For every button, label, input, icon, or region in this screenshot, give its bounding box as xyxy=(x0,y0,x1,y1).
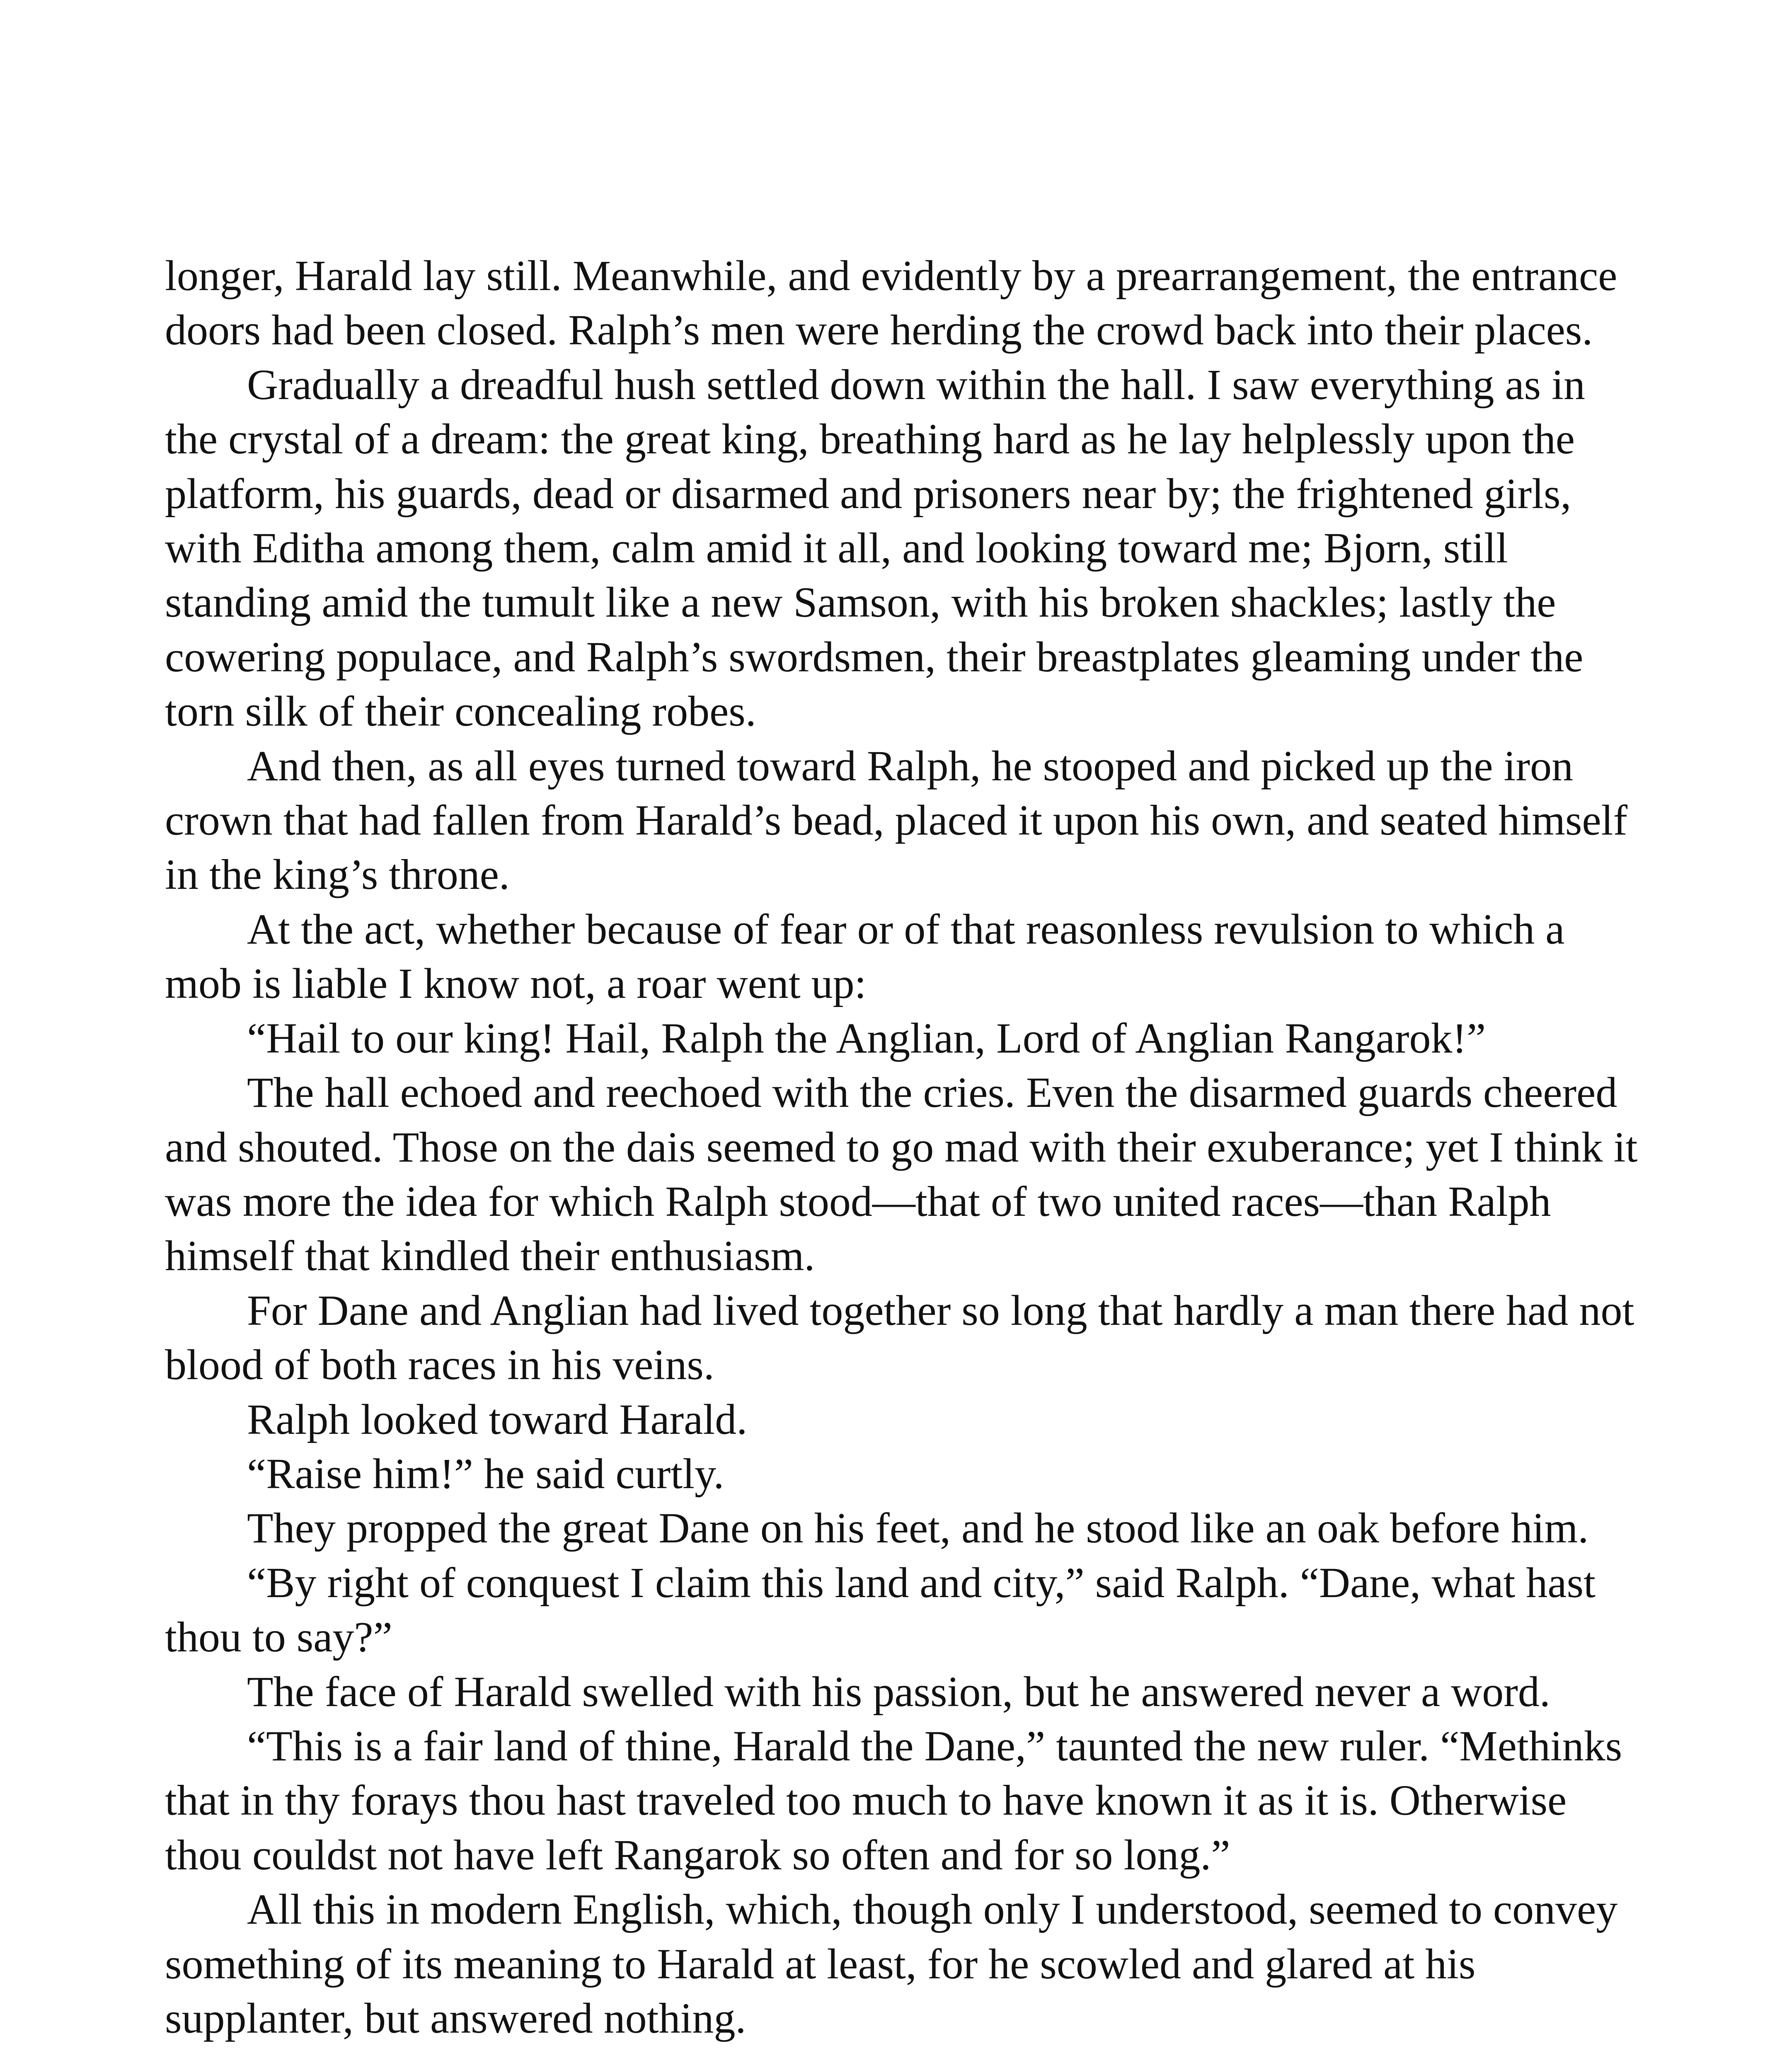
paragraph: All this in modern English, which, though only I understood, seemed to convey something of its meaning to Harald at least, for he scowled and glared at his supplanter, but answered nothing. xyxy=(165,1886,1618,2042)
paragraph: “By right of conquest I claim this land and city,” said Ralph. “Dane, what hast thou to say?” xyxy=(165,1559,1596,1661)
paragraph: At the act, whether because of fear or of that reasonless revulsion to which a mob is liable I know not, a roar went up: xyxy=(165,905,1565,1008)
paragraph: “Raise him!” he said curtly. xyxy=(247,1450,724,1498)
paragraph: Gradually a dreadful hush settled down within the hall. I saw everything as in the crystal of a dream: the great king, breathing hard as he lay helplessly upon the platform, his guards, dead or disarmed and prisoners near by; the frightened girls, with Editha among them, calm amid it all, and looking toward me; Bjorn, still standing amid the tumult like a new Samson, with his broken shackles; lastly the cowering populace, and Ralph’s swordsmen, their breastplates gleaming under the torn silk of their concealing robes. xyxy=(165,361,1585,736)
paragraph: For Dane and Anglian had lived together so long that hardly a man there had not blood of both races in his veins. xyxy=(165,1286,1634,1389)
body-text xyxy=(165,249,1640,2045)
paragraph: The hall echoed and reechoed with the cries. Even the disarmed guards cheered and shouted. Those on the dais seemed to go mad with their exuberance; yet I think it was more the idea for which Ralph stood—that of two united races—than Ralph himself that kindled their enthusiasm. xyxy=(165,1069,1638,1280)
paragraph: And then, as all eyes turned toward Ralph, he stooped and picked up the iron crown that had fallen from Harald’s bead, placed it upon his own, and seated himself in the king’s throne. xyxy=(165,742,1628,899)
paragraph-continuation: longer, Harald lay still. Meanwhile, and evidently by a prearrangement, the entrance doors had been closed. Ralph’s men were herding the crowd back into their places. xyxy=(165,252,1617,354)
paragraph: “Hail to our king! Hail, Ralph the Anglian, Lord of Anglian Rangarok!” xyxy=(247,1014,1486,1062)
paragraph: They propped the great Dane on his feet, and he stood like an oak before him. xyxy=(247,1504,1589,1552)
paragraph: Ralph looked toward Harald. xyxy=(247,1395,748,1443)
paragraph: The face of Harald swelled with his passion, but he answered never a word. xyxy=(247,1668,1550,1716)
paragraph: “This is a fair land of thine, Harald the Dane,” taunted the new ruler. “Methinks that in thy forays thou hast traveled too much to have known it as it is. Otherwise thou couldst not have left Rangarok so often and for so long.” xyxy=(165,1722,1622,1879)
